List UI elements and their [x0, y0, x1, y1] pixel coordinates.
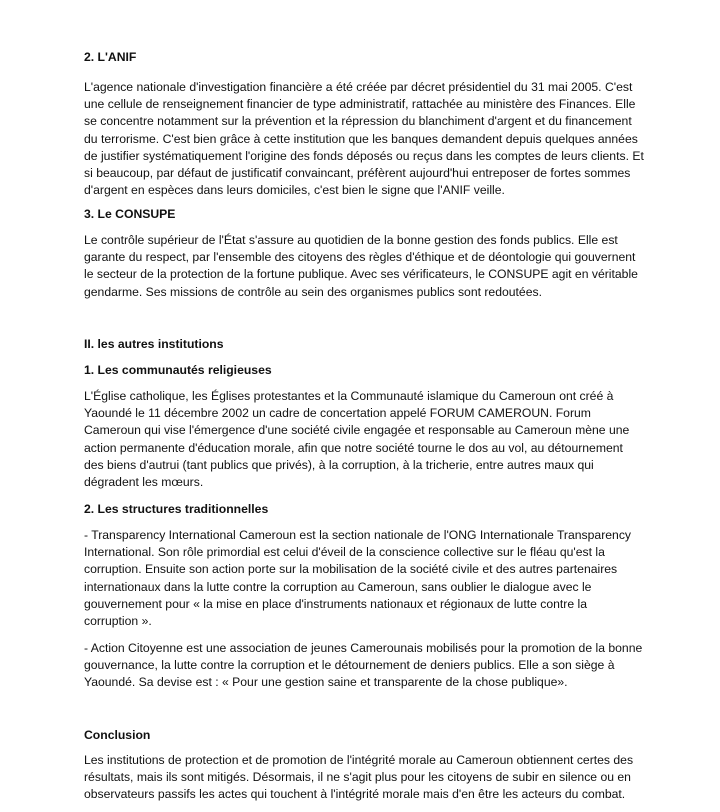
paragraph-communautes-religieuses: L'Église catholique, les Églises protestantes et la Communauté islamique du Cameroun ont créé à Yaoundé le 11 décembre 2002 un cadre de concertation appelé FORUM CAMEROUN. Forum Cameroun qui vise l'émergence d'une société civile engagée et responsable au Cameroun mène une action permanente d'éducation morale, afin que notre société tourne le dos au vol, au détournement des biens d'autrui (tant publics que privés), à la corruption, à la tricherie, entre autres maux qui dégradent les mœurs. [84, 389, 630, 490]
paragraph-consupe: Le contrôle supérieur de l'État s'assure au quotidien de la bonne gestion des fonds publics. Elle est garante du respect, par l'ensemble des citoyens des règles d'éthique et de déontologie qui gouvernent le secteur de la protection de la fortune publique. Avec ses vérificateurs, le CONSUPE agit en véritable gendarme. Ses missions de contrôle au sein des organismes publics sont redoutées. [84, 233, 638, 299]
heading-consupe: 3. Le CONSUPE [84, 207, 176, 221]
heading-anif: 2. L'ANIF [84, 50, 137, 64]
paragraph-conclusion: Les institutions de protection et de promotion de l'intégrité morale au Cameroun obtiennent certes des résultats, mais ils sont mitigés. Désormais, il ne s'agit plus pour les citoyens de subir en silence ou en observateurs passifs les actes qui touchent à l'intégrité morale mais d'en être les acteurs du combat. [84, 753, 634, 802]
paragraph-transparency-international: - Transparency International Cameroun est la section nationale de l'ONG Internationale Transparency International. Son rôle primordial est celui d'éveil de la conscience collective sur le fléau qu'est la corruption. Ensuite son action porte sur la mobilisation de la société civile et des autres partenaires internationaux dans la lutte contre la corruption au Cameroun, sans oublier le dialogue avec le gouvernement pour « la mise en place d'instruments nationaux et régionaux de lutte contre la corruption ». [84, 528, 632, 629]
paragraph-action-citoyenne: - Action Citoyenne est une association de jeunes Camerounais mobilisés pour la promotion de la bonne gouvernance, la lutte contre la corruption et le détournement de deniers publics. Elle a son siège à Yaoundé. Sa devise est : « Pour une gestion saine et transparente de la chose publique». [84, 641, 643, 690]
heading-conclusion: Conclusion [84, 728, 151, 742]
heading-communautes-religieuses: 1. Les communautés religieuses [84, 363, 272, 377]
heading-autres-institutions: II. les autres institutions [84, 337, 224, 351]
heading-structures-traditionnelles: 2. Les structures traditionnelles [84, 502, 269, 516]
paragraph-anif: L'agence nationale d'investigation financière a été créée par décret présidentiel du 31 mai 2005. C'est une cellule de renseignement financier de type administratif, rattachée au ministère des Finances. Elle se concentre notamment sur la prévention et la répression du blanchiment d'argent et du financement du terrorisme. C'est bien grâce à cette institution que les banques demandent depuis quelques années de justifier systématiquement l'origine des fonds déposés ou reçus dans les comptes de leurs clients. Et si beaucoup, par défaut de justificatif convaincant, préfèrent aujourd'hui entreposer de fortes sommes d'argent en espèces dans leurs domiciles, c'est bien le signe que l'ANIF veille. [84, 80, 644, 198]
